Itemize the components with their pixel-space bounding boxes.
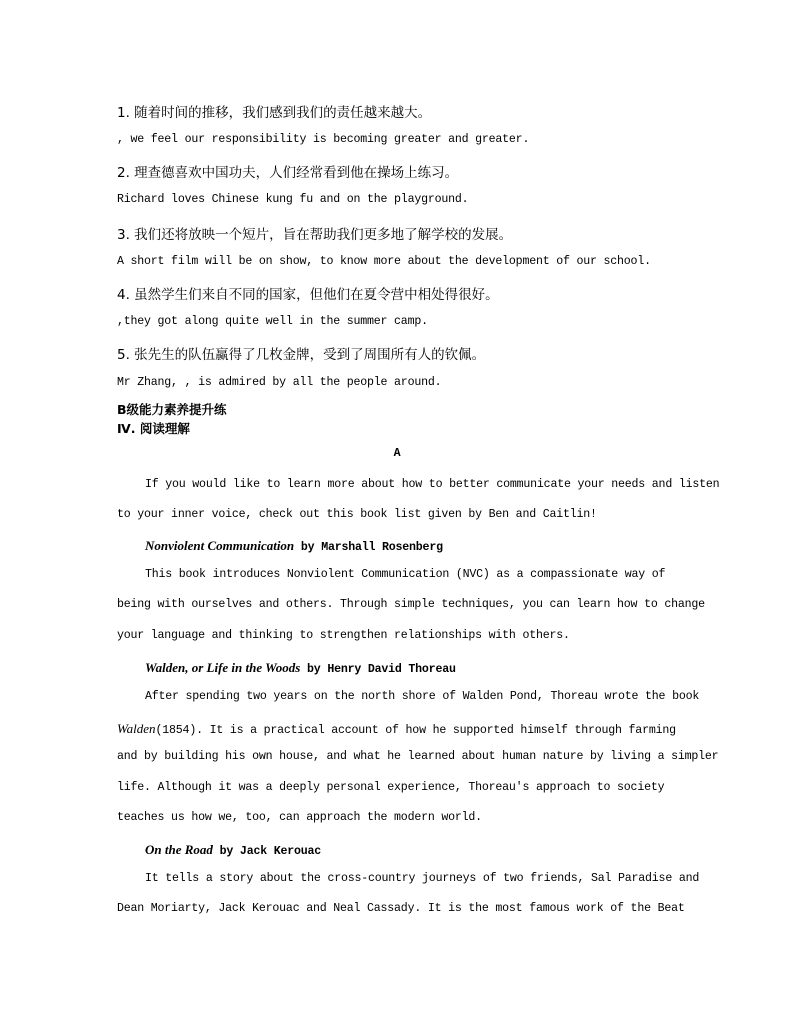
exercise-item-4-zh: 4. 虽然学生们来自不同的国家，但他们在夏令营中相处得很好。	[117, 287, 499, 303]
exercise-item-1-zh: 1. 随着时间的推移，我们感到我们的责任越来越大。	[117, 105, 432, 121]
exercise-item-5-zh: 5. 张先生的队伍赢得了几枚金牌，受到了周围所有人的钦佩。	[117, 347, 486, 363]
book-2-line-1: After spending two years on the north shore of Walden Pond, Thoreau wrote the book	[145, 690, 700, 703]
book-3-heading	[145, 841, 321, 859]
book-1-line-1: This book introduces Nonviolent Communication (NVC) as a compassionate way of	[145, 568, 666, 581]
book-2-italic-title: Walden	[117, 721, 156, 736]
book-2-line-4: life. Although it was a deeply personal experience, Thoreau's approach to society	[117, 781, 665, 794]
exercise-item-3-en: A short film will be on show, to know more about the development of our school.	[117, 255, 651, 268]
book-2-line-2-text: (1854). It is a practical account of how he supported himself through farming	[155, 724, 676, 737]
book-2-line-3: and by building his own house, and what he learned about human nature by living a simpler	[117, 750, 719, 763]
book-1-line-2: being with ourselves and others. Through simple techniques, you can learn how to change	[117, 598, 705, 611]
exercise-item-2-zh: 2. 理查德喜欢中国功夫，人们经常看到他在操场上练习。	[117, 165, 459, 181]
passage-label: A	[393, 447, 401, 460]
book-3-line-2: Dean Moriarty, Jack Kerouac and Neal Cassady. It is the most famous work of the Beat	[117, 902, 685, 915]
exercise-item-4-en: ,they got along quite well in the summer camp.	[117, 315, 428, 328]
section-iv-heading: Ⅳ. 阅读理解	[117, 421, 190, 436]
book-2-heading	[145, 659, 456, 677]
book-1-line-3: your language and thinking to strengthen relationships with others.	[117, 629, 570, 642]
book-2-title: Walden, or Life in the Woods	[145, 660, 301, 675]
intro-line-1: If you would like to learn more about how to better communicate your needs and listen	[145, 478, 720, 491]
intro-line-2: to your inner voice, check out this book list given by Ben and Caitlin!	[117, 508, 597, 521]
book-1-author: by Marshall Rosenberg	[294, 541, 443, 554]
book-1-heading	[145, 537, 443, 555]
book-2-line-5: teaches us how we, too, can approach the modern world.	[117, 811, 482, 824]
exercise-item-1-en: , we feel our responsibility is becoming greater and greater.	[117, 133, 530, 146]
book-1-title: Nonviolent Communication	[145, 538, 295, 553]
section-b-heading: B级能力素养提升练	[117, 402, 227, 417]
exercise-item-2-en: Richard loves Chinese kung fu and on the playground.	[117, 193, 469, 206]
exercise-item-3-zh: 3. 我们还将放映一个短片，旨在帮助我们更多地了解学校的发展。	[117, 227, 513, 243]
book-2-author: by Henry David Thoreau	[300, 663, 456, 676]
book-3-author: by Jack Kerouac	[212, 845, 322, 858]
book-3-line-1: It tells a story about the cross-country journeys of two friends, Sal Paradise and	[145, 872, 700, 885]
book-3-title: On the Road	[145, 842, 213, 857]
exercise-item-5-en: Mr Zhang, , is admired by all the people around.	[117, 376, 442, 389]
book-2-line-2	[117, 720, 676, 738]
